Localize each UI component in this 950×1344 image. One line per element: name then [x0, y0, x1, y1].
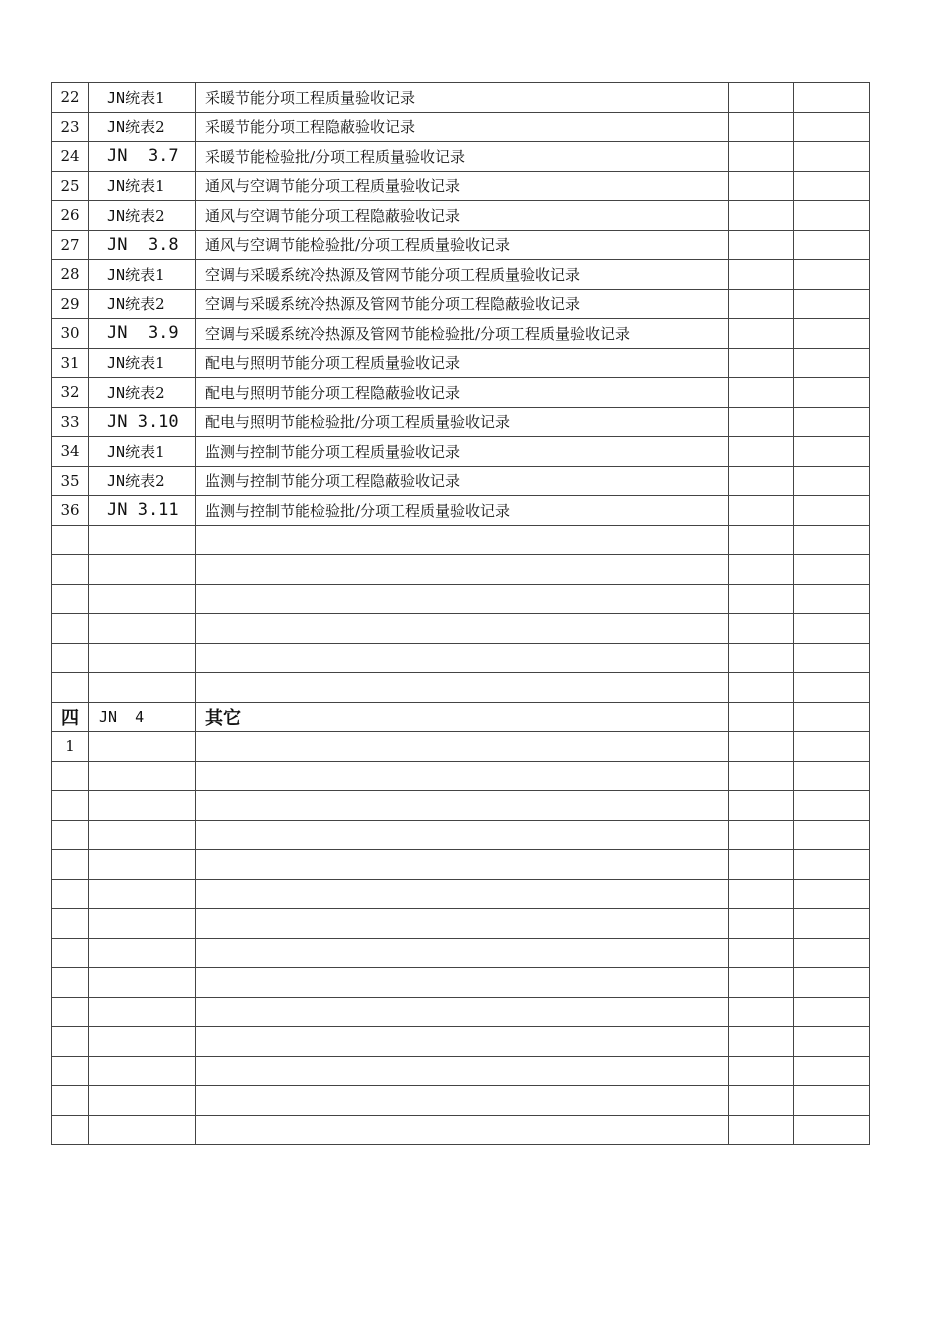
blank-cell-a [729, 673, 794, 703]
blank-cell-b [794, 466, 870, 496]
form-code: JN [107, 295, 126, 314]
blank-cell-b [794, 378, 870, 408]
blank-cell-a [729, 496, 794, 526]
form-code: JN 3.9 [107, 323, 179, 344]
record-title-cell [196, 909, 729, 939]
form-code: JN [107, 442, 126, 461]
form-code-cell [89, 732, 196, 762]
form-code: JN [107, 383, 126, 402]
form-code-cell [89, 761, 196, 791]
table-row [52, 407, 870, 437]
form-code: JN [107, 177, 126, 196]
row-number-cell [52, 643, 89, 673]
form-code-cell [89, 673, 196, 703]
record-title-cell [196, 1086, 729, 1116]
blank-cell-b [794, 584, 870, 614]
blank-cell-a [729, 525, 794, 555]
blank-cell-b [794, 879, 870, 909]
record-title-cell [196, 643, 729, 673]
record-title-cell [196, 791, 729, 821]
form-code-suffix: 统表1 [125, 88, 165, 107]
blank-cell-a [729, 643, 794, 673]
form-code-suffix: 统表1 [125, 354, 165, 373]
row-number-cell: 28 [52, 260, 89, 290]
blank-cell-b [794, 997, 870, 1027]
form-code-cell [89, 319, 196, 349]
form-code-suffix: 统表2 [125, 206, 165, 225]
blank-cell-a [729, 879, 794, 909]
table-row [52, 997, 870, 1027]
table-row [52, 201, 870, 231]
table-row [52, 820, 870, 850]
record-title-cell: 监测与控制节能分项工程隐蔽验收记录 [196, 466, 729, 496]
table-row [52, 584, 870, 614]
table-row [52, 171, 870, 201]
table-row [52, 230, 870, 260]
record-title-cell: 配电与照明节能分项工程隐蔽验收记录 [196, 378, 729, 408]
form-code-cell [89, 260, 196, 290]
form-code-cell [89, 997, 196, 1027]
blank-cell-b [794, 407, 870, 437]
table-row [52, 319, 870, 349]
record-title-cell: 配电与照明节能分项工程质量验收记录 [196, 348, 729, 378]
blank-cell-a [729, 142, 794, 172]
blank-cell-b [794, 820, 870, 850]
row-number-cell: 34 [52, 437, 89, 467]
form-code: JN [107, 265, 126, 284]
blank-cell-b [794, 437, 870, 467]
blank-cell-a [729, 820, 794, 850]
row-number-cell [52, 673, 89, 703]
table-row [52, 496, 870, 526]
record-title-cell: 空调与采暖系统冷热源及管网节能分项工程质量验收记录 [196, 260, 729, 290]
table-row [52, 1027, 870, 1057]
table-row [52, 879, 870, 909]
blank-cell-b [794, 201, 870, 231]
row-number-cell: 22 [52, 83, 89, 113]
record-title-cell [196, 1115, 729, 1145]
blank-cell-b [794, 1115, 870, 1145]
blank-cell-b [794, 791, 870, 821]
blank-cell-a [729, 938, 794, 968]
table-row [52, 968, 870, 998]
blank-cell-b [794, 260, 870, 290]
blank-cell-a [729, 1086, 794, 1116]
blank-cell-a [729, 732, 794, 762]
form-code-cell [89, 348, 196, 378]
blank-cell-b [794, 673, 870, 703]
blank-cell-a [729, 909, 794, 939]
record-title-cell [196, 614, 729, 644]
blank-cell-b [794, 555, 870, 585]
blank-cell-a [729, 319, 794, 349]
form-code: JN [107, 206, 126, 225]
blank-cell-a [729, 555, 794, 585]
blank-cell-b [794, 702, 870, 732]
blank-cell-a [729, 201, 794, 231]
blank-cell-a [729, 702, 794, 732]
record-title-cell [196, 820, 729, 850]
table-row [52, 348, 870, 378]
row-number-cell: 25 [52, 171, 89, 201]
blank-cell-b [794, 112, 870, 142]
blank-cell-a [729, 1115, 794, 1145]
record-title-cell: 空调与采暖系统冷热源及管网节能检验批/分项工程质量验收记录 [196, 319, 729, 349]
form-code-suffix: 统表1 [125, 442, 165, 461]
row-number-cell [52, 555, 89, 585]
form-code: JN 3.11 [107, 500, 179, 521]
row-number-cell: 30 [52, 319, 89, 349]
table-row [52, 83, 870, 113]
table-row [52, 555, 870, 585]
row-number-cell: 29 [52, 289, 89, 319]
table-row [52, 466, 870, 496]
table-row [52, 1056, 870, 1086]
form-code-cell [89, 614, 196, 644]
form-code-cell [89, 968, 196, 998]
form-code: JN [107, 472, 126, 491]
record-title-cell: 通风与空调节能检验批/分项工程质量验收记录 [196, 230, 729, 260]
table-row [52, 142, 870, 172]
form-code-suffix: 统表1 [125, 265, 165, 284]
form-code-cell [89, 1086, 196, 1116]
form-code-cell [89, 909, 196, 939]
record-title-cell: 采暖节能检验批/分项工程质量验收记录 [196, 142, 729, 172]
record-title-cell: 空调与采暖系统冷热源及管网节能分项工程隐蔽验收记录 [196, 289, 729, 319]
form-code-suffix: 统表2 [125, 383, 165, 402]
blank-cell-b [794, 496, 870, 526]
record-title-cell [196, 673, 729, 703]
row-number-cell [52, 997, 89, 1027]
row-number-cell [52, 614, 89, 644]
blank-cell-a [729, 584, 794, 614]
blank-cell-b [794, 643, 870, 673]
section-row [52, 702, 870, 732]
record-title-cell [196, 1056, 729, 1086]
table-row [52, 761, 870, 791]
table-row [52, 850, 870, 880]
row-number-cell: 31 [52, 348, 89, 378]
row-number-cell [52, 1086, 89, 1116]
record-title-cell [196, 968, 729, 998]
blank-cell-b [794, 1086, 870, 1116]
record-title-cell: 采暖节能分项工程隐蔽验收记录 [196, 112, 729, 142]
blank-cell-b [794, 614, 870, 644]
table-row [52, 673, 870, 703]
row-number-cell [52, 968, 89, 998]
record-title-cell [196, 761, 729, 791]
blank-cell-a [729, 1056, 794, 1086]
form-code-cell [89, 437, 196, 467]
row-number-cell [52, 584, 89, 614]
blank-cell-a [729, 348, 794, 378]
blank-cell-a [729, 407, 794, 437]
blank-cell-b [794, 289, 870, 319]
blank-cell-a [729, 997, 794, 1027]
form-code-cell [89, 850, 196, 880]
blank-cell-b [794, 319, 870, 349]
table-row [52, 1115, 870, 1145]
record-title-cell: 通风与空调节能分项工程隐蔽验收记录 [196, 201, 729, 231]
form-code: JN 3.8 [107, 234, 179, 255]
form-code-cell [89, 112, 196, 142]
row-number-cell [52, 909, 89, 939]
table-row [52, 643, 870, 673]
row-number-cell [52, 761, 89, 791]
blank-cell-b [794, 938, 870, 968]
row-number-cell [52, 820, 89, 850]
form-code-cell [89, 230, 196, 260]
table-row [52, 112, 870, 142]
form-code-cell [89, 1115, 196, 1145]
form-code-cell [89, 1027, 196, 1057]
row-number-cell: 1 [52, 732, 89, 762]
blank-cell-b [794, 142, 870, 172]
form-code-cell [89, 496, 196, 526]
form-code: JN 3.10 [107, 411, 179, 432]
record-title-cell [196, 850, 729, 880]
blank-cell-a [729, 437, 794, 467]
record-title-cell: 通风与空调节能分项工程质量验收记录 [196, 171, 729, 201]
record-title-cell [196, 1027, 729, 1057]
blank-cell-b [794, 761, 870, 791]
blank-cell-a [729, 466, 794, 496]
row-number-cell [52, 938, 89, 968]
table-row [52, 1086, 870, 1116]
blank-cell-b [794, 1056, 870, 1086]
blank-cell-b [794, 171, 870, 201]
form-code-cell [89, 938, 196, 968]
blank-cell-a [729, 968, 794, 998]
row-number-cell: 33 [52, 407, 89, 437]
row-number-cell: 27 [52, 230, 89, 260]
form-code-cell [89, 289, 196, 319]
record-title-cell: 监测与控制节能分项工程质量验收记录 [196, 437, 729, 467]
table-row [52, 437, 870, 467]
table-row [52, 732, 870, 762]
form-code-suffix: 统表1 [125, 177, 165, 196]
form-code-cell [89, 83, 196, 113]
blank-cell-b [794, 968, 870, 998]
form-code-cell [89, 525, 196, 555]
record-title-cell [196, 938, 729, 968]
record-title-cell [196, 525, 729, 555]
form-code-cell [89, 378, 196, 408]
form-code-cell [89, 466, 196, 496]
record-title-cell [196, 555, 729, 585]
form-code-cell [89, 555, 196, 585]
table-row [52, 614, 870, 644]
row-number-cell: 32 [52, 378, 89, 408]
blank-cell-a [729, 1027, 794, 1057]
form-code-cell [89, 201, 196, 231]
blank-cell-b [794, 909, 870, 939]
blank-cell-a [729, 83, 794, 113]
record-title-cell [196, 879, 729, 909]
form-code-suffix: 统表2 [125, 472, 165, 491]
row-number-cell: 35 [52, 466, 89, 496]
form-code-cell [89, 643, 196, 673]
blank-cell-a [729, 230, 794, 260]
row-number-cell [52, 791, 89, 821]
form-code-cell [89, 702, 196, 732]
table-row [52, 938, 870, 968]
table-row [52, 909, 870, 939]
record-title-cell: 配电与照明节能检验批/分项工程质量验收记录 [196, 407, 729, 437]
row-number-cell [52, 1115, 89, 1145]
row-number-cell [52, 1027, 89, 1057]
records-table [51, 82, 870, 1145]
table-row [52, 289, 870, 319]
table-row [52, 791, 870, 821]
row-number-cell: 36 [52, 496, 89, 526]
row-number-cell [52, 850, 89, 880]
form-code-cell [89, 407, 196, 437]
row-number-cell [52, 525, 89, 555]
record-title-cell [196, 584, 729, 614]
record-title-cell: 监测与控制节能检验批/分项工程质量验收记录 [196, 496, 729, 526]
blank-cell-a [729, 378, 794, 408]
blank-cell-a [729, 112, 794, 142]
row-number-cell [52, 879, 89, 909]
form-code: JN 3.7 [107, 146, 179, 167]
blank-cell-b [794, 348, 870, 378]
blank-cell-a [729, 614, 794, 644]
row-number-cell [52, 1056, 89, 1086]
form-code-cell [89, 142, 196, 172]
form-code-cell [89, 879, 196, 909]
blank-cell-a [729, 260, 794, 290]
form-code-cell [89, 791, 196, 821]
form-code: JN 4 [99, 707, 145, 726]
blank-cell-b [794, 732, 870, 762]
row-number-cell: 四 [52, 702, 89, 732]
form-code-cell [89, 584, 196, 614]
form-code-suffix: 统表2 [125, 295, 165, 314]
form-code: JN [107, 88, 126, 107]
blank-cell-a [729, 171, 794, 201]
records-table-body [52, 83, 870, 1145]
table-row [52, 525, 870, 555]
row-number-cell: 24 [52, 142, 89, 172]
record-title-cell: 其它 [196, 702, 729, 732]
table-row [52, 260, 870, 290]
blank-cell-b [794, 83, 870, 113]
form-code-cell [89, 820, 196, 850]
blank-cell-b [794, 850, 870, 880]
form-code: JN [107, 354, 126, 373]
row-number-cell: 23 [52, 112, 89, 142]
record-title-cell [196, 997, 729, 1027]
blank-cell-a [729, 761, 794, 791]
row-number-cell: 26 [52, 201, 89, 231]
table-row [52, 378, 870, 408]
form-code-cell [89, 1056, 196, 1086]
blank-cell-a [729, 850, 794, 880]
form-code: JN [107, 118, 126, 137]
blank-cell-a [729, 289, 794, 319]
blank-cell-a [729, 791, 794, 821]
form-code-suffix: 统表2 [125, 118, 165, 137]
blank-cell-b [794, 230, 870, 260]
record-title-cell [196, 732, 729, 762]
record-title-cell: 采暖节能分项工程质量验收记录 [196, 83, 729, 113]
blank-cell-b [794, 1027, 870, 1057]
form-code-cell [89, 171, 196, 201]
blank-cell-b [794, 525, 870, 555]
